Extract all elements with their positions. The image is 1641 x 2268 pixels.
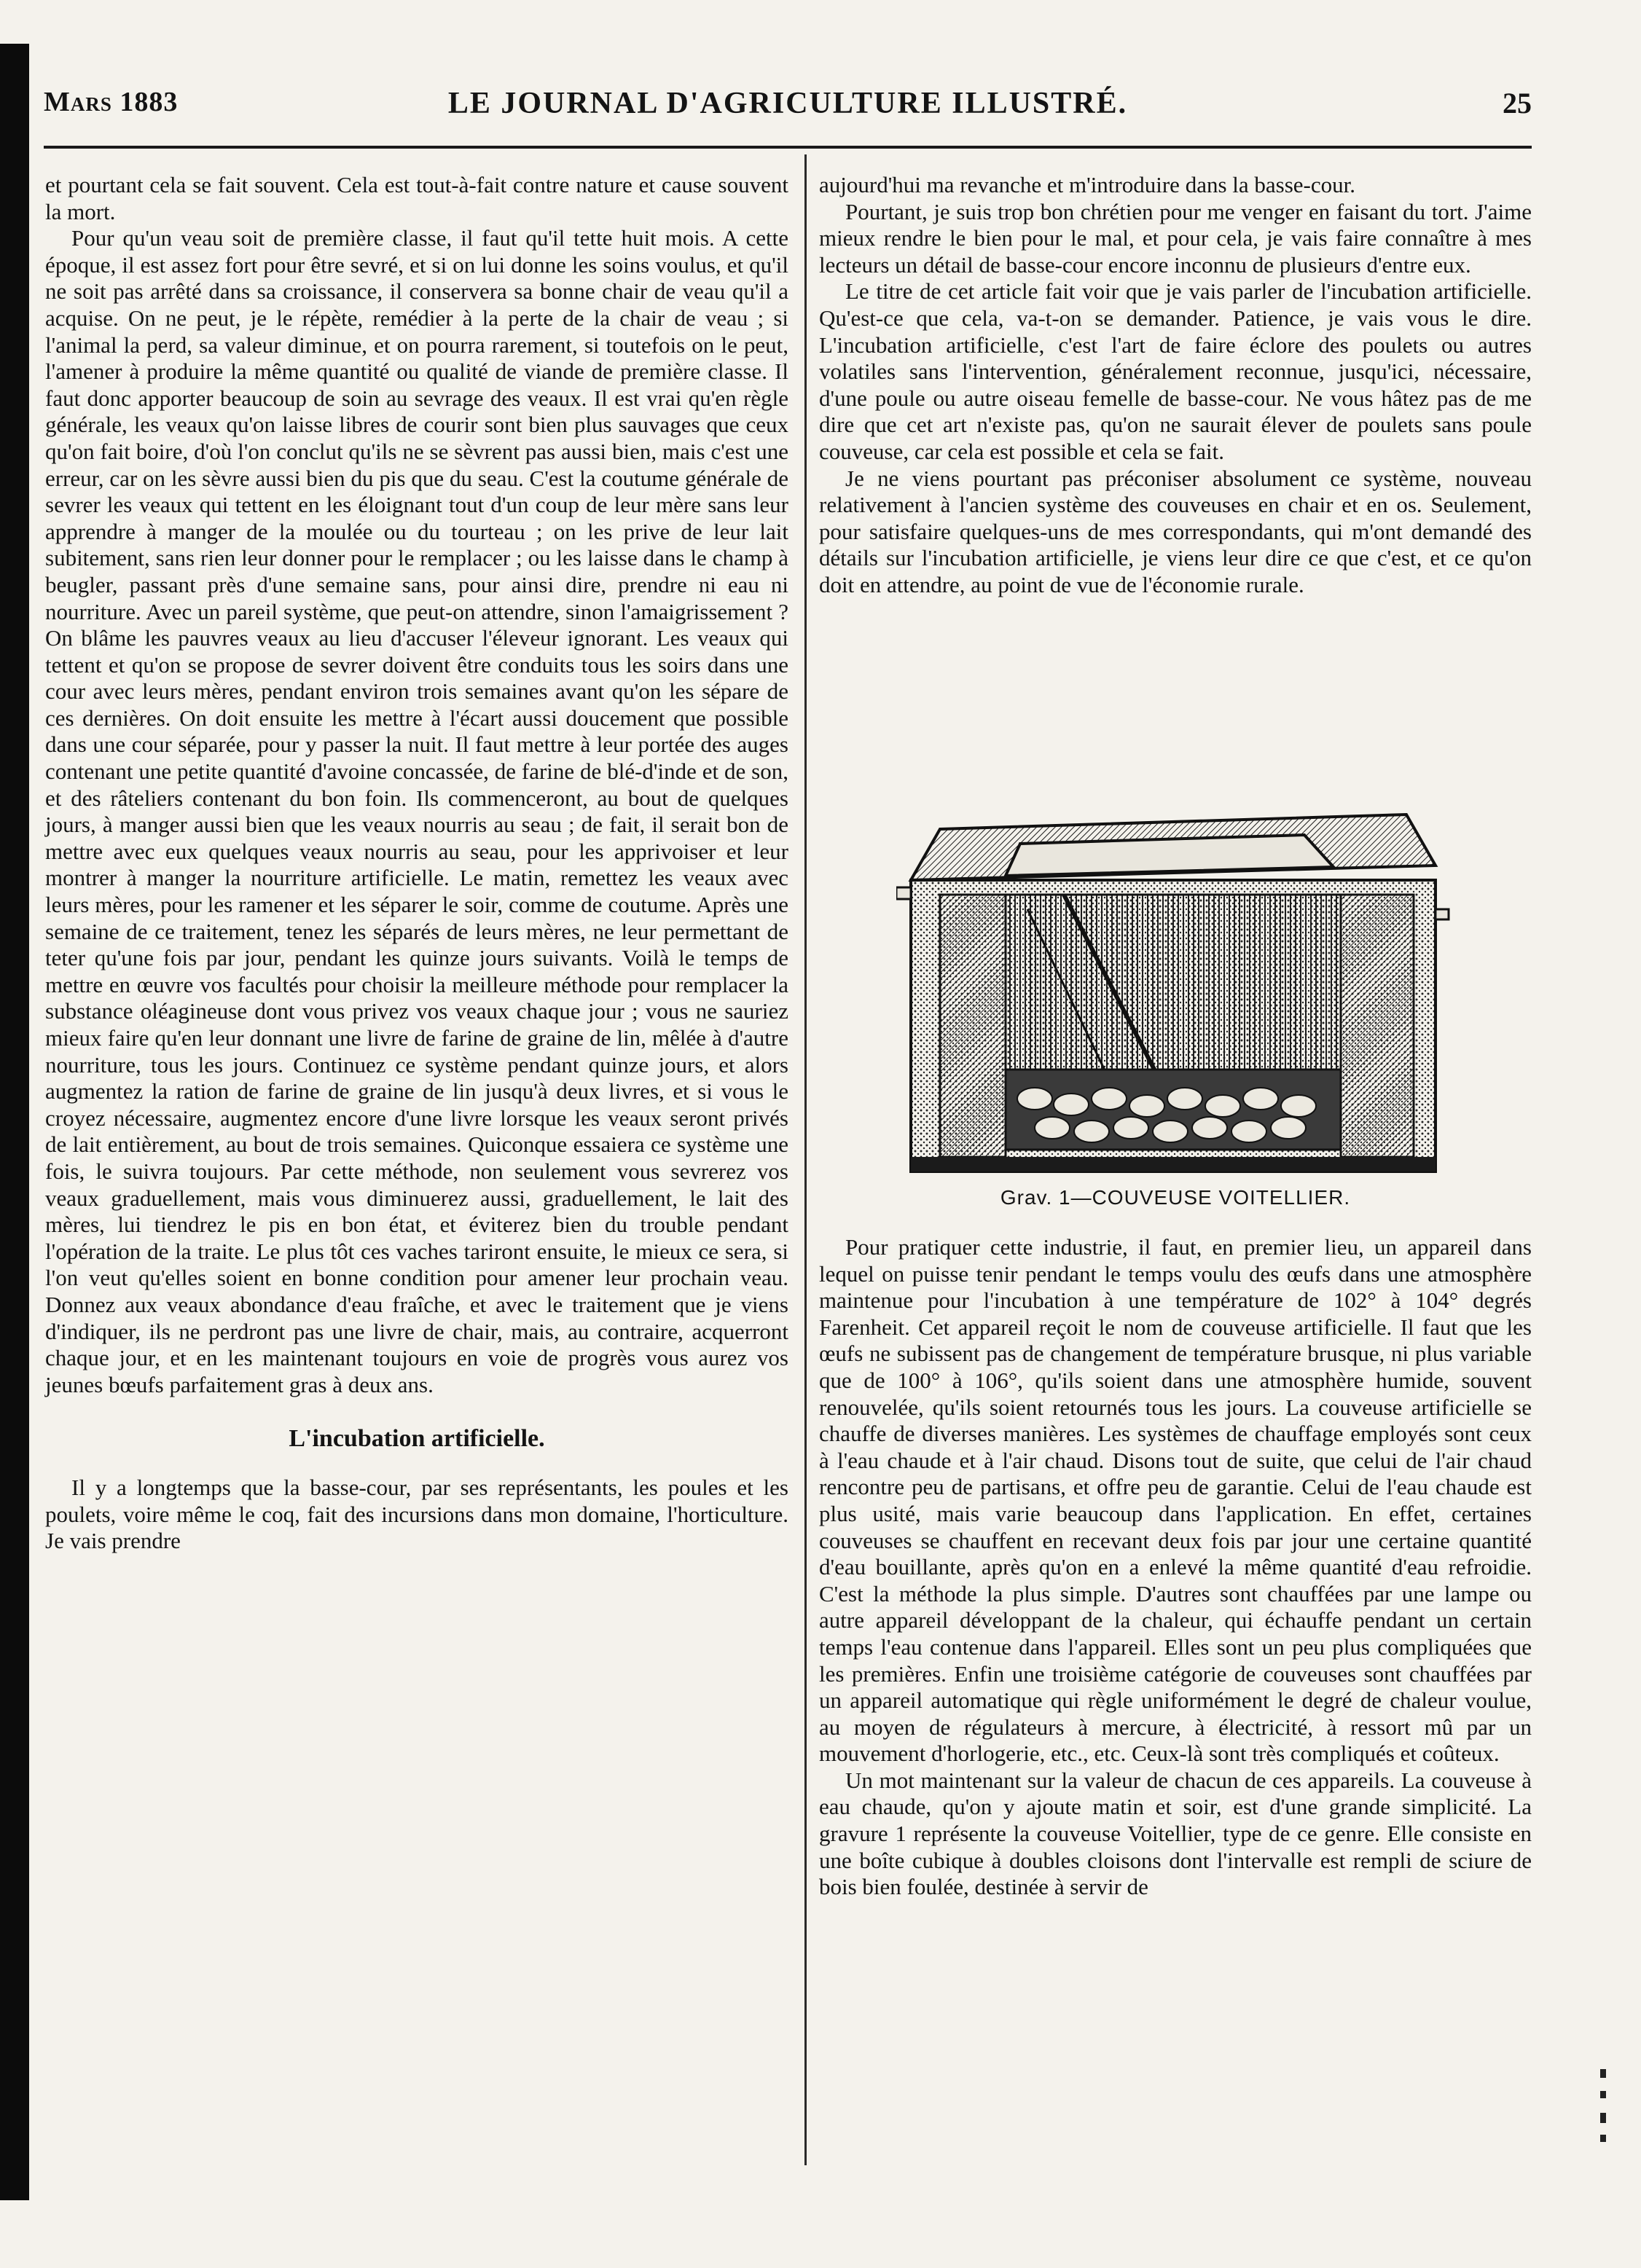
edge-mark bbox=[1600, 2091, 1606, 2098]
paragraph: Il y a longtemps que la basse-cour, par ses représentants, les poules et les poulets, voire même le coq, fait des incursions dans mon domaine, l'horticulture. Je vais prendre bbox=[45, 1474, 788, 1554]
binding-edge bbox=[0, 44, 29, 2200]
page-number: 25 bbox=[1503, 87, 1532, 119]
figure-caption: Grav. 1—COUVEUSE VOITELLIER. bbox=[1000, 1186, 1351, 1209]
section-heading: L'incubation artificielle. bbox=[289, 1425, 545, 1453]
incubator-engraving bbox=[896, 800, 1450, 1179]
journal-title: LE JOURNAL D'AGRICULTURE ILLUSTRÉ. bbox=[447, 87, 1128, 120]
paragraph: aujourd'hui ma revanche et m'introduire dans la basse-cour. bbox=[819, 172, 1355, 197]
paragraph: Je ne viens pourtant pas préconiser absolument ce système, nouveau relativement à l'ancien système des couveuses en chair et en os. Seulement, pour satisfaire quelques-uns de mes correspondants, qui m'ont demandé des détails sur l'incubation artificielle, je viens leur dire ce que c'est, et ce qu'on doit en attendre, au point de vue de l'économie rurale. bbox=[819, 465, 1532, 597]
paragraph: Le titre de cet article fait voir que je vais parler de l'incubation artificielle. Qu'est-ce que cela, va-t-on se demander. Patience, je vais vous le dire. L'incubation artificielle, c'est l'art de faire éclore des poulets ou autres volatiles sans l'intervention, généralement reconnue, jusqu'ici, nécessaire, d'une poule ou autre oiseau femelle de basse-cour. Ne vous hâtez pas de me dire que cet art n'existe pas, qu'on ne saurait élever de poulets sans poule couveuse, car cela est possible et cela se fait. bbox=[819, 278, 1532, 464]
paragraph: Un mot maintenant sur la valeur de chacun de ces appareils. La couveuse à eau chaude, qu'on y ajoute matin et soir, est d'une grande simplicité. La gravure 1 représente la couveuse Voitellier, type de ce genre. Elle consiste en une boîte cubique à doubles cloisons dont l'intervalle est rempli de sciure de bois bien foulée, destinée à servir de bbox=[819, 1767, 1532, 1900]
incubator-illustration bbox=[896, 800, 1450, 1179]
paragraph: Pour pratiquer cette industrie, il faut, en premier lieu, un appareil dans lequel on puisse tenir pendant le temps voulu des œufs dans une atmosphère maintenue pour l'incubation à une température de 102° à 104° degrés Farenheit. Cet appareil reçoit le nom de couveuse artificielle. Il faut que les œufs ne subissent pas de changement de température brusque, ni plus variable que de 100° à 106°, qu'ils soient dans une atmosphère humide, souvent renouvelée, qu'ils soient retournés tous les jours. La couveuse artificielle se chauffe de diverses manières. Les systèmes de chauffage employés sont ceux à l'eau chaude et à l'air chaud. Disons tout de suite, que celui de l'air chaud rencontre peu de partisans, et offre peu de garantie. Celui de l'eau chaude est plus usité, mais varie beaucoup dans l'application. En effet, certaines couveuses se chauffent en recevant deux fois par jour une certaine quantité d'eau bouillante, après qu'on en a enlevé la même quantité d'eau refroidie. C'est la méthode la plus simple. D'autres sont chauffées par une lampe ou autre appareil développant de la chaleur, qui échauffe pendant un certain temps l'eau contenue dans l'appareil. Elles sont un peu plus compliquées que les premières. Enfin une troisième catégorie de couveuses sont chauffées par un appareil automatique qui règle uniformément le degré de chaleur voulue, au moyen de régulateurs à mercure, à électricité, à ressort mû par un mouvement d'horlogerie, etc., etc. Ceux-là sont très compliqués et coûteux. bbox=[819, 1234, 1532, 1767]
column-divider bbox=[804, 154, 807, 2165]
header-rule bbox=[44, 146, 1532, 149]
paragraph: Pour qu'un veau soit de première classe, il faut qu'il tette huit mois. A cette époque, il est assez fort pour être sevré, et si on lui donne les soins voulus, et qu'il ne soit pas arrêté dans sa croissance, il conservera sa bonne chair de veau qu'il a acquise. On ne peut, je le répète, remédier à la perte de la chair de veau ; si l'animal la perd, sa valeur diminue, et on pourra rarement, si toutefois on le peut, l'amener à produire la même quantité ou qualité de viande de première classe. Il faut donc apporter beaucoup de soin au sevrage des veaux. Il est vrai qu'en règle générale, les veaux qu'on laisse libres de courir sont bien plus sauvages que ceux qu'on fait boire, d'où l'on conclut qu'ils ne se sèvrent pas aussi bien, mais c'est une erreur, car on les sèvre aussi bien du pis que du seau. C'est la coutume générale de sevrer les veaux qui tettent en les éloignant tout d'un coup de leur mère sans leur apprendre à manger de la moulée ou du tourteau ; on les prive de leur lait subitement, sans rien leur donner pour le remplacer ; ou les laisse dans le champ à beugler, passant près d'une semaine sans, pour ainsi dire, prendre ni eau ni nourriture. Avec un pareil système, que peut-on attendre, sinon l'amaigrissement ? On blâme les pauvres veaux au lieu d'accuser l'éleveur ignorant. Les veaux qui tettent et qu'on se propose de sevrer doivent être conduits tous les soirs dans une cour avec leurs mères, pendant environ trois semaines avant qu'on les sépare de ces dernières. On doit ensuite les mettre à l'écart aussi doucement que possible dans une cour séparée, pour y passer la nuit. Il faut mettre à leur portée des auges contenant une petite quantité d'avoine concassée, de farine de blé-d'inde et de son, et des râteliers contenant du bon foin. Ils commenceront, au bout de quelques jours, à manger aussi bien que les veaux nourris au seau ; de fait, il serait bon de mettre avec eux quelques veaux nourris au seau, pour les apprivoiser et leur montrer à manger la nourriture artificielle. Le matin, remettez les veaux avec leurs mères, pour les ramener et les séparer le soir, comme de coutume. Après une semaine de ce traitement, tenez les séparés de leurs mères, ne leur permettant de teter qu'une fois par jour, pendant les quinze jours suivants. Voilà le temps de mettre en œuvre vos facultés pour choisir la meilleure méthode pour remplacer la substance oléagineuse dont vous privez vos veaux chaque jour ; vous ne sauriez mieux faire qu'en leur donnant une livre de farine de graine de lin, mêlée à d'autre nourriture, tous les jours. Continuez ce système pendant quinze jours, et alors augmentez la ration de farine de graine de lin jusqu'à deux livres, et si vous le croyez nécessaire, augmentez encore d'une livre lorsque les veaux seront privés de lait entièrement, au bout de trois semaines. Quiconque essaiera ce système une fois, le suivra toujours. Par cette méthode, non seulement vous sevrerez vos veaux graduellement, mais vous diminuerez aussi, graduellement, le lait des mères, lui tiendrez le pis en bon état, et éviterez bien du trouble pendant l'opération de la traite. Le plus tôt ces vaches tariront ensuite, le mieux ce sera, si l'on veut qu'elles soient en bonne condition pour amener leur prochain veau. Donnez aux veaux abondance d'eau fraîche, et avec le traitement que je viens d'indiquer, ils ne perdront pas une livre de chair, mais, au contraire, acquerront chaque jour, et en les maintenant toujours en voie de progrès vous aurez vos jeunes bœufs parfaitement gras à deux ans. bbox=[45, 225, 788, 1397]
right-column-top bbox=[819, 172, 1532, 599]
left-column bbox=[45, 172, 788, 1555]
edge-mark bbox=[1600, 2113, 1606, 2123]
paragraph: et pourtant cela se fait souvent. Cela est tout-à-fait contre nature et cause souvent la mort. bbox=[45, 172, 788, 224]
issue-date: Mars 1883 bbox=[44, 87, 179, 117]
edge-mark bbox=[1600, 2135, 1606, 2142]
right-column-bottom bbox=[819, 1234, 1532, 1901]
page-header bbox=[44, 86, 1532, 130]
paragraph: Pourtant, je suis trop bon chrétien pour me venger en faisant du tort. J'aime mieux rendre le bien pour le mal, et pour cela, je vais faire connaître à mes lecteurs un détail de basse-cour encore inconnu de plusieurs d'entre eux. bbox=[819, 198, 1532, 278]
edge-mark bbox=[1600, 2069, 1606, 2078]
